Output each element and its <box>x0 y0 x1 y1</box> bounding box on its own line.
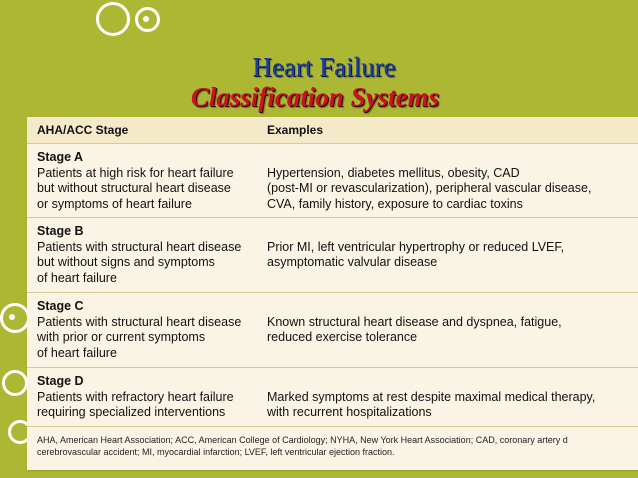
slide-title <box>0 52 638 112</box>
stage-label: Stage B <box>37 224 84 238</box>
description-line: Patients with structural heart disease <box>37 239 242 254</box>
examples-line: asymptomatic valvular disease <box>267 255 438 269</box>
description-line: but without structural heart disease <box>37 181 231 195</box>
stage-description <box>37 224 241 286</box>
table-row <box>27 144 638 218</box>
table-row <box>27 293 638 368</box>
description-line: but without signs and symptoms <box>37 255 215 269</box>
decorative-dot-left-1 <box>9 314 15 320</box>
classification-table <box>27 117 638 470</box>
description-line: of heart failure <box>37 270 117 285</box>
stage-description <box>37 374 234 421</box>
table-header-row <box>27 117 638 144</box>
description-line: Patients with refractory heart failure <box>37 389 234 404</box>
stage-examples <box>267 315 562 346</box>
examples-line: reduced exercise tolerance <box>267 330 418 344</box>
footnote-line: cerebrovascular accident; MI, myocardial infarction; LVEF, left ventricular ejection fraction. <box>37 446 395 457</box>
table-footnote <box>37 435 568 458</box>
decorative-dot <box>143 16 149 22</box>
table-row <box>27 218 638 293</box>
examples-line: Marked symptoms at rest despite maximal medical therapy, <box>267 389 596 404</box>
examples-line: (post-MI or revascularization), peripheral vascular disease, <box>267 181 592 195</box>
decorative-circle-left-1 <box>0 303 30 333</box>
table-row <box>27 368 638 427</box>
stage-description <box>37 150 234 212</box>
stage-examples <box>267 390 595 421</box>
description-line: of heart failure <box>37 345 117 360</box>
header-examples: Examples <box>267 123 324 137</box>
examples-line: Hypertension, diabetes mellitus, obesity, CAD <box>267 165 520 180</box>
stage-label: Stage A <box>37 150 84 164</box>
description-line: or symptoms of heart failure <box>37 196 192 211</box>
stage-examples <box>267 240 564 271</box>
description-line: with prior or current symptoms <box>37 330 206 344</box>
header-stage: AHA/ACC Stage <box>37 123 129 137</box>
footnote-line: AHA, American Heart Association; ACC, American College of Cardiology; NYHA, New York Heart Association; CAD, coronary artery d <box>37 435 568 445</box>
title-line-2: Classification Systems <box>190 82 440 112</box>
stage-label: Stage C <box>37 299 84 313</box>
description-line: Patients with structural heart disease <box>37 314 242 329</box>
decorative-circle-large <box>96 2 130 36</box>
examples-line: CVA, family history, exposure to cardiac toxins <box>267 196 523 211</box>
examples-line: Known structural heart disease and dyspnea, fatigue, <box>267 314 562 329</box>
description-line: Patients at high risk for heart failure <box>37 165 234 180</box>
title-line-1: Heart Failure <box>252 52 396 82</box>
decorative-circle-left-2 <box>2 370 28 396</box>
stage-description <box>37 299 241 361</box>
examples-line: Prior MI, left ventricular hypertrophy or reduced LVEF, <box>267 239 565 254</box>
description-line: requiring specialized interventions <box>37 405 226 419</box>
examples-line: with recurrent hospitalizations <box>267 405 432 419</box>
stage-label: Stage D <box>37 374 84 388</box>
stage-examples <box>267 166 591 213</box>
